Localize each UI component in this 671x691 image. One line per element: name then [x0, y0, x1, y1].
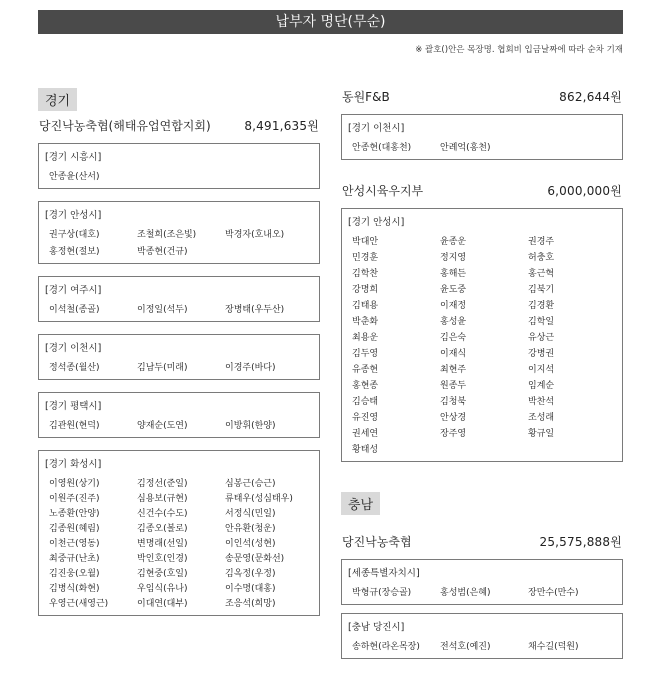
member-name: 권경주: [528, 237, 555, 247]
member-name: 안종윤(산서): [49, 172, 100, 182]
member-name: 황태성: [352, 445, 379, 455]
member-name: 노종환(안양): [49, 509, 100, 519]
member-box: [341, 208, 623, 462]
member-name: 윤도중: [440, 285, 467, 295]
member-name: 이인석(성현): [225, 539, 276, 549]
member-name: 우임식(유나): [137, 584, 188, 594]
box-header: [경기 평택시]: [45, 401, 102, 412]
member-name: 홍성윤: [440, 317, 467, 327]
member-name: 홍근혁: [528, 269, 555, 279]
member-name: 장병태(우두산): [225, 305, 285, 315]
member-name: 우영근(새영근): [49, 599, 109, 609]
member-box: [341, 114, 623, 160]
member-name: 장만수(만수): [528, 588, 579, 598]
member-name: 강명희: [352, 285, 379, 295]
names-grid: [45, 227, 313, 257]
member-name: 김청북: [440, 397, 467, 407]
member-name: 박종현(건규): [137, 247, 188, 257]
member-name: 변명래(선일): [137, 539, 188, 549]
member-name: 이영원(상기): [49, 479, 100, 489]
member-name: 심봉근(승근): [225, 479, 276, 489]
member-name: 조철희(조은빛): [137, 230, 197, 240]
donor-amount: 862,644원: [559, 90, 622, 104]
member-name: 홍성범(은혜): [440, 588, 491, 598]
member-name: 김병식(화현): [49, 584, 100, 594]
member-name: 최용운: [352, 333, 379, 343]
donor-name: 안성시육우지부: [342, 184, 424, 198]
member-name: 조응석(희망): [225, 599, 276, 609]
member-name: 송문영(문화선): [225, 554, 285, 564]
names-grid: [348, 639, 616, 652]
member-name: 홍현종: [352, 381, 379, 391]
donor-name: 당진낙농축협: [342, 535, 412, 549]
member-name: 최중규(난초): [49, 554, 100, 564]
names-grid: [348, 234, 616, 455]
left-column: [38, 88, 320, 628]
member-name: 유종현: [352, 365, 379, 375]
member-name: 조성래: [528, 413, 555, 423]
member-name: 권세연: [352, 429, 379, 439]
donor-amount: 8,491,635원: [244, 119, 319, 133]
region-label: 충남: [341, 492, 380, 515]
member-name: 김남두(미래): [137, 363, 188, 373]
member-name: 박춘화: [352, 317, 379, 327]
donor-row: [342, 182, 622, 199]
member-name: 김은숙: [440, 333, 467, 343]
names-grid: [45, 418, 313, 431]
member-name: 전석호(예진): [440, 642, 491, 652]
member-name: 강병권: [528, 349, 555, 359]
member-name: 김정선(준일): [137, 479, 188, 489]
member-name: 홍해든: [440, 269, 467, 279]
donor-row: [342, 533, 622, 550]
region-label: 경기: [38, 88, 77, 111]
member-name: 이수명(대홍): [225, 584, 276, 594]
member-name: 김학찬: [352, 269, 379, 279]
right-column: [341, 88, 623, 671]
member-name: 김종오(볼로): [137, 524, 188, 534]
donor-amount: 25,575,888원: [539, 535, 622, 549]
left-boxes: [38, 143, 320, 616]
member-name: 심용보(규현): [137, 494, 188, 504]
names-grid: [45, 476, 313, 609]
member-name: 이원주(진주): [49, 494, 100, 504]
member-name: 김진웅(오월): [49, 569, 100, 579]
member-name: 장주영: [440, 429, 467, 439]
member-name: 정지영: [440, 253, 467, 263]
member-name: 유진영: [352, 413, 379, 423]
names-grid: [45, 302, 313, 315]
box-header: [경기 여주시]: [45, 285, 102, 296]
member-name: 황규일: [528, 429, 555, 439]
member-name: 안례억(홍천): [440, 143, 491, 153]
member-name: 김옥정(우정): [225, 569, 276, 579]
donor-row: [39, 117, 319, 134]
names-grid: [45, 360, 313, 373]
member-name: 이천근(영동): [49, 539, 100, 549]
box-header: [경기 안성시]: [45, 210, 102, 221]
box-header: [경기 안성시]: [348, 217, 405, 228]
member-box: [341, 559, 623, 605]
member-name: 임계순: [528, 381, 555, 391]
member-name: 이방휘(한양): [225, 421, 276, 431]
member-name: 유상근: [528, 333, 555, 343]
member-name: 이재식: [440, 349, 467, 359]
member-name: 권구상(대호): [49, 230, 100, 240]
box-header: [경기 이천시]: [348, 123, 405, 134]
box-header: [경기 이천시]: [45, 343, 102, 354]
member-name: 이정일(석두): [137, 305, 188, 315]
member-name: 채수길(덕원): [528, 642, 579, 652]
member-box: [38, 392, 320, 438]
member-name: 김종원(혜림): [49, 524, 100, 534]
member-box: [38, 450, 320, 616]
member-box: [38, 201, 320, 264]
member-name: 이재정: [440, 301, 467, 311]
member-name: 허충호: [528, 253, 555, 263]
box-header: [세종특별자치시]: [348, 568, 420, 579]
donor-amount: 6,000,000원: [547, 184, 622, 198]
member-name: 최현주: [440, 365, 467, 375]
member-name: 이지석: [528, 365, 555, 375]
names-grid: [45, 169, 313, 182]
donor-row: [342, 88, 622, 105]
member-name: 홍정현(절보): [49, 247, 100, 257]
member-name: 김두영: [352, 349, 379, 359]
member-name: 박경자(호내오): [225, 230, 285, 240]
page-title: 납부자 명단(무순): [38, 10, 623, 34]
member-name: 이경주(바다): [225, 363, 276, 373]
member-name: 윤종운: [440, 237, 467, 247]
member-name: 박인호(인경): [137, 554, 188, 564]
member-name: 이석철(종골): [49, 305, 100, 315]
member-name: 김현중(호일): [137, 569, 188, 579]
member-name: 박대안: [352, 237, 379, 247]
names-grid: [348, 140, 616, 153]
member-name: 김북기: [528, 285, 555, 295]
member-name: 류태우(성심태우): [225, 494, 293, 504]
member-name: 민경훈: [352, 253, 379, 263]
donor-name: 동원F&B: [342, 90, 390, 104]
member-name: 김승태: [352, 397, 379, 407]
member-name: 서정식(민일): [225, 509, 276, 519]
member-name: 신건수(수도): [137, 509, 188, 519]
names-grid: [348, 585, 616, 598]
box-header: [충남 당진시]: [348, 622, 405, 633]
member-box: [38, 143, 320, 189]
member-name: 양재순(도연): [137, 421, 188, 431]
member-name: 박형규(장승골): [352, 588, 412, 598]
member-name: 송하현(라온목장): [352, 642, 420, 652]
box-header: [경기 화성시]: [45, 459, 102, 470]
member-name: 김경환: [528, 301, 555, 311]
member-name: 이대연(대부): [137, 599, 188, 609]
member-name: 정석종(월산): [49, 363, 100, 373]
member-name: 김관원(현덕): [49, 421, 100, 431]
donor-name: 당진낙농축협(해태유업연합지회): [39, 119, 211, 133]
member-name: 안유환(청운): [225, 524, 276, 534]
member-name: 박찬석: [528, 397, 555, 407]
member-name: 김학일: [528, 317, 555, 327]
member-name: 안종현(대홍천): [352, 143, 412, 153]
member-name: 안상경: [440, 413, 467, 423]
member-name: 원종두: [440, 381, 467, 391]
member-box: [38, 334, 320, 380]
member-name: 김태용: [352, 301, 379, 311]
note-text: ※ 괄호()안은 목장명. 협회비 입금날짜에 따라 순차 기재: [415, 45, 623, 55]
member-box: [38, 276, 320, 322]
member-box: [341, 613, 623, 659]
box-header: [경기 시흥시]: [45, 152, 102, 163]
